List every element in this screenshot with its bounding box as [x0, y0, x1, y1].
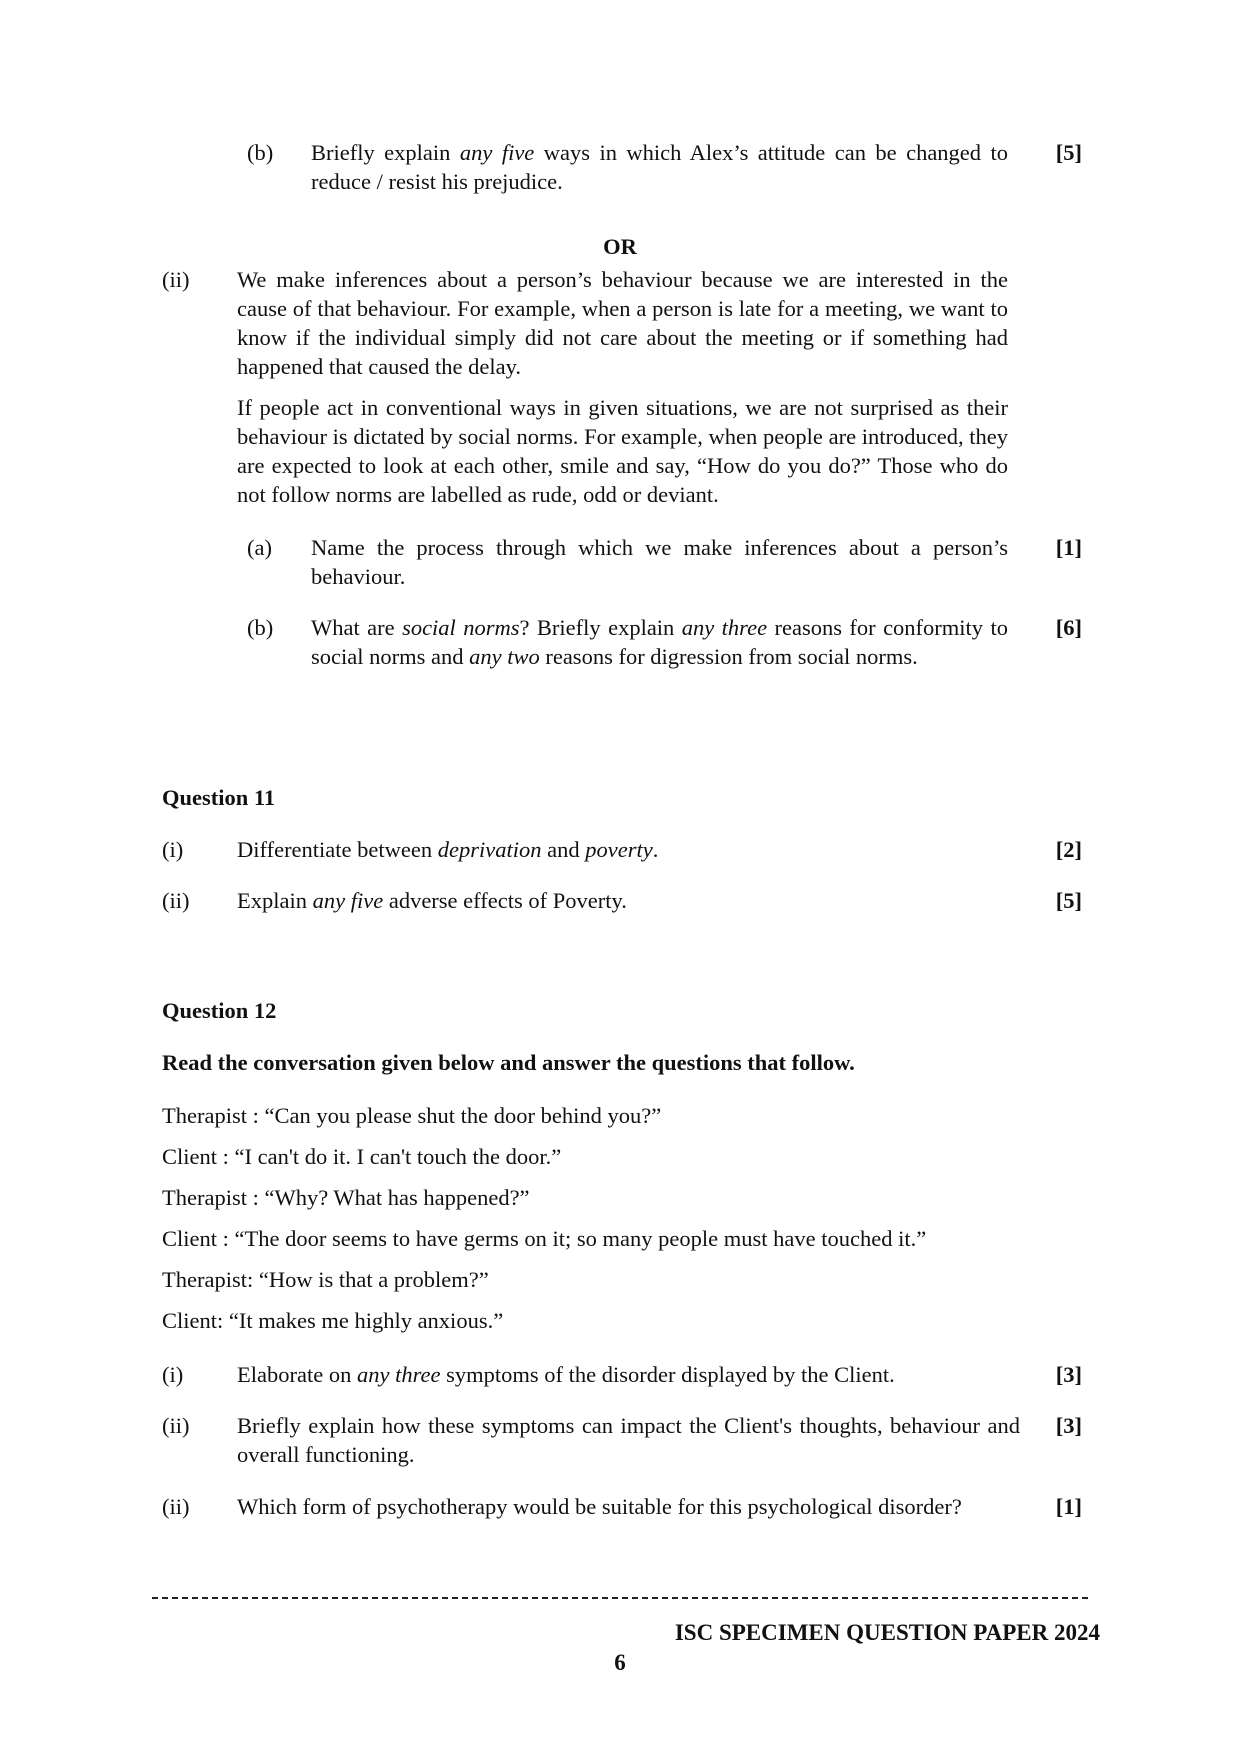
part-label: (ii): [162, 1494, 190, 1519]
marks: [6]: [1055, 615, 1082, 640]
marks: [1]: [1055, 1494, 1082, 1519]
dialogue-line: Client : “I can't do it. I can't touch the door.”: [162, 1144, 562, 1169]
question-text: Elaborate on any three symptoms of the disorder displayed by the Client.: [237, 1362, 895, 1387]
question-title: Question 11: [162, 785, 276, 810]
question-text: Name the process through which we make inferences about a person’s behaviour.: [311, 535, 1008, 589]
marks: [3]: [1055, 1362, 1082, 1387]
footer-title: ISC SPECIMEN QUESTION PAPER 2024: [674, 1620, 1100, 1645]
question-text: Which form of psychotherapy would be suitable for this psychological disorder?: [237, 1494, 962, 1519]
paragraph: We make inferences about a person’s behaviour because we are interested in the cause of that behaviour. For example, when a person is late for a meeting, we want to know if the individual simply did not care about the meeting or if something had happened that caused the delay.: [237, 267, 1008, 379]
part-label: (ii): [162, 267, 190, 292]
part-label: (ii): [162, 888, 190, 913]
footer-divider: [152, 1597, 1088, 1599]
page-number: 6: [614, 1650, 626, 1675]
question-text: Briefly explain how these symptoms can impact the Client's thoughts, behaviour and overall functioning.: [237, 1413, 1020, 1467]
subpart-label: (b): [247, 615, 274, 640]
part-label: (i): [162, 1362, 184, 1387]
question-text: Explain any five adverse effects of Poverty.: [237, 888, 627, 913]
question-title: Question 12: [162, 998, 277, 1023]
question-text: What are social norms? Briefly explain any three reasons for conformity to social norms and any two reasons for digression from social norms.: [311, 615, 1008, 669]
question-text: Briefly explain any five ways in which Alex’s attitude can be changed to reduce / resist his prejudice.: [311, 140, 1008, 194]
subpart-label: (b): [247, 140, 274, 165]
dialogue-line: Therapist : “Can you please shut the door behind you?”: [162, 1103, 662, 1128]
dialogue-line: Therapist : “Why? What has happened?”: [162, 1185, 530, 1210]
part-label: (i): [162, 837, 184, 862]
dialogue-line: Therapist: “How is that a problem?”: [162, 1267, 489, 1292]
marks: [3]: [1055, 1413, 1082, 1438]
marks: [5]: [1055, 140, 1082, 165]
marks: [5]: [1055, 888, 1082, 913]
paragraph: If people act in conventional ways in given situations, we are not surprised as their behaviour is dictated by social norms. For example, when people are introduced, they are expected to look at each other, smile and say, “How do you do?” Those who do not follow norms are labelled as rude, odd or deviant.: [237, 395, 1008, 507]
question-text: Differentiate between deprivation and poverty.: [237, 837, 659, 862]
marks: [1]: [1055, 535, 1082, 560]
part-label: (ii): [162, 1413, 190, 1438]
marks: [2]: [1055, 837, 1082, 862]
subpart-label: (a): [247, 535, 272, 560]
or-divider: OR: [603, 234, 637, 259]
instruction: Read the conversation given below and answer the questions that follow.: [162, 1050, 855, 1075]
dialogue-line: Client: “It makes me highly anxious.”: [162, 1308, 504, 1333]
dialogue-line: Client : “The door seems to have germs on it; so many people must have touched it.”: [162, 1226, 927, 1251]
